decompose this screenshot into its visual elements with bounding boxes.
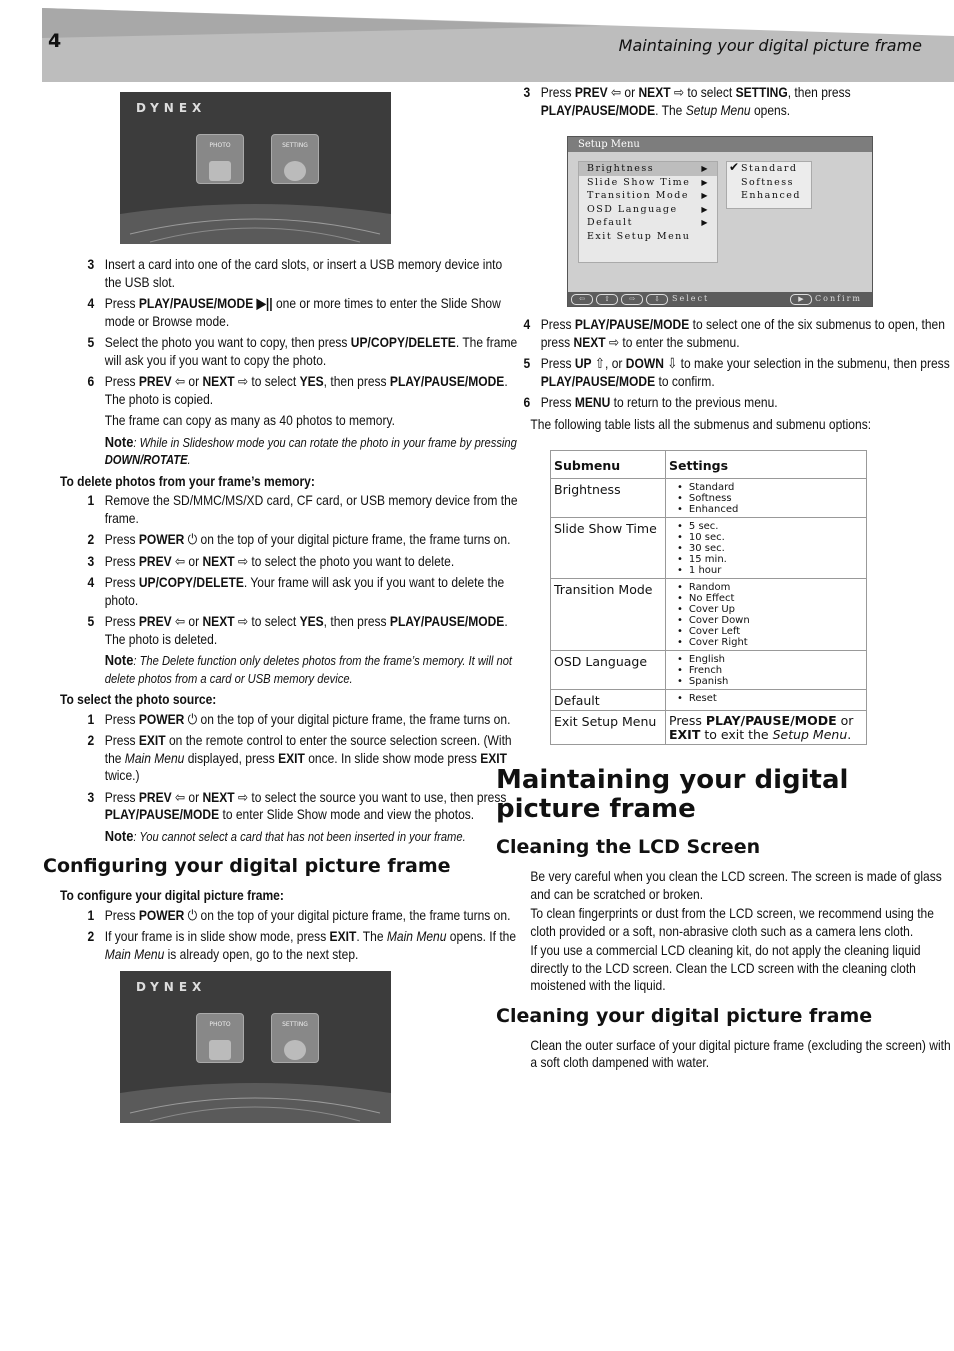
list-item: 4 Press PLAY/PAUSE/MODE to select one of the six submenus to open, then press NEXT ⇨ to enter the submenu.: [523, 316, 945, 350]
list-item: 4 Press PLAY/PAUSE/MODE ▶|| one or more times to enter the Slide Show mode or Browse mode.: [87, 295, 501, 329]
maintaining-title: Maintaining your digital picture frame: [496, 765, 849, 824]
main-menu-screenshot: [120, 92, 391, 244]
note-rotate: Note: While in Slideshow mode you can rotate the photo in your frame by pressing DOWN/ROTATE.: [104, 433, 517, 467]
delete-steps: [60, 492, 518, 648]
setting-tile: [271, 1013, 319, 1063]
setup-item-slide-show-time: Slide Show Time ▶: [587, 176, 709, 188]
page-header: [42, 8, 954, 82]
photo-tile: [196, 1013, 244, 1063]
setup-item-exit: Exit Setup Menu: [587, 230, 691, 242]
list-item: 3 Press PREV ⇦ or NEXT ⇨ to select the source you want to use, then press PLAY/PAUSE/MODE to enter Slide Show mode and view the photos.: [87, 788, 507, 822]
lcd-para-2: To clean fingerprints or dust from the LCD screen, we recommend using the cloth provided or a soft, non-abrasive cloth such as a camera lens cloth.: [530, 905, 934, 939]
option-item: • Standard: [689, 482, 863, 493]
page-number: 4: [48, 30, 62, 52]
sub-item-softness: Softness: [741, 176, 795, 188]
note-card: Note: You cannot select a card that has not been inserted in your frame.: [104, 827, 466, 845]
option-item: • 1 hour: [689, 565, 863, 576]
dynex-logo: DYNEX: [136, 980, 207, 994]
right-column-steps: [496, 316, 950, 433]
copy-steps: [60, 256, 518, 408]
option-item: • Random: [689, 582, 863, 593]
table-row: [551, 579, 867, 651]
config-steps: [60, 906, 517, 964]
list-item: 1 Press POWER ⏻ on the top of your digital picture frame, the frame turns on.: [87, 710, 511, 727]
config-title: Configuring your digital picture frame: [43, 855, 451, 877]
option-item: • Reset: [689, 693, 863, 704]
frame-title: Cleaning your digital picture frame: [496, 1004, 873, 1027]
check-icon: ✔: [729, 160, 741, 174]
row-name: Default: [551, 690, 666, 711]
table-row: [551, 518, 867, 579]
table-row: [551, 651, 867, 690]
row-name: Exit Setup Menu: [551, 711, 666, 745]
source-heading: To select the photo source:: [60, 691, 217, 707]
list-item: 3 Press PREV ⇦ or NEXT ⇨ to select SETTING, then press PLAY/PAUSE/MODE. The Setup Menu opens.: [523, 84, 851, 118]
table-intro: The following table lists all the submenus and submenu options:: [530, 415, 872, 432]
lcd-para-1: Be very careful when you clean the LCD screen. The screen is made of glass and can be scratched or broken.: [530, 868, 942, 902]
list-item: 3 Insert a card into one of the card slots, or insert a USB memory device into the USB slot.: [87, 256, 503, 290]
table-row: [551, 711, 867, 745]
lcd-para-3: If you use a commercial LCD cleaning kit, do not apply the cleaning liquid directly to the LCD screen. Clean the LCD screen with the cleaning cloth moistened with the liquid.: [530, 942, 921, 993]
option-item: • Cover Right: [689, 637, 863, 648]
floor-graphic: [120, 1073, 391, 1123]
option-item: • Cover Down: [689, 615, 863, 626]
settings-table: [550, 450, 867, 745]
row-name: Slide Show Time: [551, 518, 666, 579]
setup-menu-nav-bar: [568, 292, 872, 306]
copy-limit-text: The frame can copy as many as 40 photos to memory.: [104, 412, 395, 428]
left-arrow-icon: ⇦: [571, 294, 593, 305]
row-name: OSD Language: [551, 651, 666, 690]
list-item: 2 Press POWER ⏻ on the top of your digital picture frame, the frame turns on.: [87, 531, 511, 547]
play-icon: ▶: [790, 294, 812, 305]
confirm-label: Confirm: [815, 294, 863, 303]
setting-tile-label: SETTING: [282, 142, 308, 149]
list-item: 2 If your frame is in slide show mode, press EXIT. The Main Menu opens. If the Main Menu is already open, go to the next step.: [87, 928, 517, 962]
source-steps: [60, 710, 512, 824]
option-item: • Cover Left: [689, 626, 863, 637]
row-name: Transition Mode: [551, 579, 666, 651]
option-item: • French: [689, 665, 863, 676]
list-item: 1 Press POWER ⏻ on the top of your digital picture frame, the frame turns on.: [87, 906, 511, 923]
setting-tile-label: SETTING: [282, 1021, 308, 1028]
option-item: • English: [689, 654, 863, 665]
photo-tile-label: PHOTO: [209, 142, 231, 149]
list-item: 1 Remove the SD/MMC/MS/XD card, CF card, or USB memory device from the frame.: [87, 492, 518, 526]
option-item: • 30 sec.: [689, 543, 863, 554]
list-item: 3 Press PREV ⇦ or NEXT ⇨ to select the photo you want to delete.: [87, 552, 455, 569]
list-item: 4 Press UP/COPY/DELETE. Your frame will ask you if you want to delete the photo.: [87, 574, 505, 608]
floor-graphic: [120, 194, 391, 244]
setting-tile: [271, 134, 319, 184]
option-item: • 5 sec.: [689, 521, 863, 532]
gear-icon: [284, 1040, 306, 1060]
list-item: 5 Press UP ⇧, or DOWN ⇩ to make your selection in the submenu, then press PLAY/PAUSE/MODE to confirm.: [523, 355, 950, 389]
list-item: 5 Select the photo you want to copy, then press UP/COPY/DELETE. The frame will ask you if you want to copy the photo.: [87, 334, 518, 368]
setup-menu-list: [578, 161, 718, 263]
table-header-row: [551, 451, 867, 479]
photo-tile: [196, 134, 244, 184]
up-arrow-icon: ⇧: [596, 294, 618, 305]
row-name: Brightness: [551, 479, 666, 518]
option-item: • Cover Up: [689, 604, 863, 615]
setup-menu-title: Setup Menu: [568, 137, 872, 152]
frame-para: Clean the outer surface of your digital picture frame (excluding the screen) with a soft cloth dampened with water.: [530, 1036, 951, 1070]
setup-menu-screenshot: [567, 136, 873, 307]
list-item: 6 Press MENU to return to the previous menu.: [523, 394, 778, 410]
table-row: [551, 690, 867, 711]
dynex-logo: DYNEX: [136, 101, 207, 115]
option-item: • Softness: [689, 493, 863, 504]
header-submenu: Submenu: [551, 451, 666, 479]
option-item: • Enhanced: [689, 504, 863, 515]
photo-icon: [209, 1040, 231, 1060]
right-column-top: [496, 84, 926, 123]
exit-instructions: Press PLAY/PAUSE/MODE or EXIT to exit the Setup Menu.: [666, 711, 867, 745]
list-item: 5 Press PREV ⇦ or NEXT ⇨ to select YES, then press PLAY/PAUSE/MODE. The photo is deleted.: [87, 613, 508, 647]
photo-tile-label: PHOTO: [209, 1021, 231, 1028]
brightness-submenu: [726, 161, 812, 209]
setup-item-osd-language: OSD Language ▶: [587, 203, 709, 215]
running-head: Maintaining your digital picture frame: [618, 36, 922, 55]
header-settings: Settings: [666, 451, 867, 479]
option-item: • 15 min.: [689, 554, 863, 565]
option-item: • 10 sec.: [689, 532, 863, 543]
lcd-title: Cleaning the LCD Screen: [496, 836, 761, 858]
list-item: 2 Press EXIT on the remote control to enter the source selection screen. (With the Main Menu displayed, press EXIT once. In slide show mode press EXIT twice.): [87, 732, 512, 783]
option-item: • Spanish: [689, 676, 863, 687]
sub-item-standard: ✔ Standard: [729, 160, 798, 174]
setup-item-transition-mode: Transition Mode ▶: [587, 190, 709, 201]
down-arrow-icon: ⇩: [646, 294, 668, 305]
gear-icon: [284, 161, 306, 181]
delete-heading: To delete photos from your frame’s memory:: [60, 472, 315, 489]
sub-item-enhanced: Enhanced: [741, 190, 801, 201]
main-menu-screenshot-2: [120, 971, 391, 1123]
note-delete: Note: The Delete function only deletes photos from the frame’s memory. It will not delete photos from a card or USB memory device.: [104, 652, 513, 686]
select-label: Select: [672, 294, 710, 303]
config-heading: To configure your digital picture frame:: [60, 887, 284, 903]
photo-icon: [209, 161, 231, 181]
right-arrow-icon: ⇨: [621, 294, 643, 305]
table-row: [551, 479, 867, 518]
list-item: 6 Press PREV ⇦ or NEXT ⇨ to select YES, then press PLAY/PAUSE/MODE. The photo is copied.: [87, 373, 508, 407]
setup-item-brightness: Brightness ▶: [579, 162, 717, 176]
setup-item-default: Default ▶: [587, 217, 709, 228]
left-column: [43, 92, 518, 1135]
right-column-maintenance: [496, 765, 951, 1072]
option-item: • No Effect: [689, 593, 863, 604]
